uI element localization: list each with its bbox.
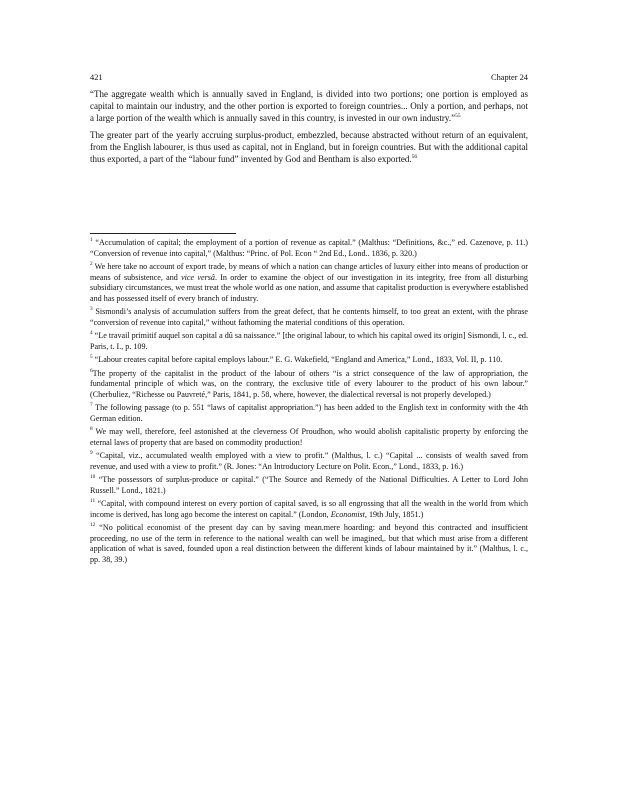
footnote: $^2$ We here take no account of export trade, by means of which a nation can change articles of luxury either into means of production or means of subsistence, and vice versâ. In order to examine the object of our investigation in its integrity, free from all disturbing subsidiary circumstances, we must treat the whole world as one nation, and assume that capitalist production is everywhere established and has possessed itself of every branch of industry. xyxy=(90,261,528,303)
footnote: $^{12}$ “No political economist of the present day can by saving mean.mere hoarding: and beyond this contracted and insufficient proceeding, no use of the term in reference to the national wealth can well be imagined,. but that which must arise from a different application of what is saved, founded upon a real distinction between the different kinds of labour maintained by it.” (Malthus, l. c., pp. 38, 39.) xyxy=(90,522,528,564)
paragraph-quote xyxy=(90,88,528,124)
footnote: $^1$ “Accumulation of capital; the employment of a portion of revenue as capital.” (Malthus: “Definitions, &c.,” ed. Cazenove, p. 11.) “Conversion of revenue into capital,” (Malthus: “Princ. of Pol. Econ “ 2nd Ed., Lond.. 1836, p. 320.) xyxy=(90,237,528,258)
footnote: $^9$ “Capital, viz., accumulated wealth employed with a view to profit.” (Malthus, l. c.) “Capital ... consists of wealth saved from revenue, and used with a view to profit.” (R. Jones: “An Introductory Lecture on Polit. Econ.,” Lond., 1833, p. 16.) xyxy=(90,450,528,471)
page-number: 421 xyxy=(90,73,103,82)
footnote: $^3$ Sismondi’s analysis of accumulation suffers from the great defect, that he contents himself, to too great an extent, with the phrase “conversion of revenue into capital,” without fathoming the material conditions of this operation. xyxy=(90,306,528,327)
footnote-divider xyxy=(90,233,236,234)
chapter-label: Chapter 24 xyxy=(491,73,528,82)
footnote: $^4$ “Le travail primitif auquel son capital a dû sa naissance.” [the original labour, to which his capital owed its origin] Sismondi, l. c., ed. Paris, t. I., p. 109. xyxy=(90,330,528,351)
paragraph-surplus-text: The greater part of the yearly accruing surplus-product, embezzled, because abstracted without return of an equivalent, from the English labourer, is thus used as capital, not in England, but in foreign countries. But with the additional capital thus exported, a part of the “labour fund” invented by God and Bentham is also exported. xyxy=(90,130,528,164)
footnote: $^8$ We may well, therefore, feel astonished at the cleverness Of Proudhon, who would abolish capitalistic property by enforcing the eternal laws of property that are based on commodity production! xyxy=(90,426,528,447)
footnote: $^{11}$ “Capital, with compound interest on every portion of capital saved, is so all engrossing that all the wealth in the world from which income is derived, has long ago become the interest on capital.” (London, Economist, 19th July, 1851.) xyxy=(90,498,528,519)
body-text xyxy=(90,88,528,170)
footnote: $^{10}$ “The possessors of surplus-produce or capital.” (“The Source and Remedy of the National Difficulties. A Letter to Lord John Russell.” Lond., 1821.) xyxy=(90,474,528,495)
footnote: $^6$The property of the capitalist in the product of the labour of others “is a strict consequence of the law of appropriation, the fundamental principle of which was, on the contrary, the exclusive title of every labourer to the product of his own labour.” (Cherbuliez, “Richesse ou Pauvreté,” Paris, 1841, p. 58, where, however, the dialectical reversal is not properly developed.) xyxy=(90,367,528,399)
footnote: $^7$ The following passage (to p. 551 “laws of capitalist appropriation.”) has been added to the English text in conformity with the 4th German edition. xyxy=(90,402,528,423)
footnote-ref: 56 xyxy=(411,154,418,160)
footnotes xyxy=(90,238,528,568)
footnote: $^5$ “Labour creates capital before capital employs labour.” E. G. Wakefield, “England and America,” Lond., 1833, Vol. II, p. 110. xyxy=(90,354,503,364)
paragraph-surplus xyxy=(90,129,528,165)
footnote-ref: 55 xyxy=(455,113,461,119)
paragraph-quote-text: “The aggregate wealth which is annually saved in England, is divided into two portions; one portion is employed as capital to maintain our industry, and the other portion is exported to foreign countries... Only a portion, and perhaps, not a large portion of the wealth which is annually saved in this country, is invested in our own industry.” xyxy=(90,89,528,123)
